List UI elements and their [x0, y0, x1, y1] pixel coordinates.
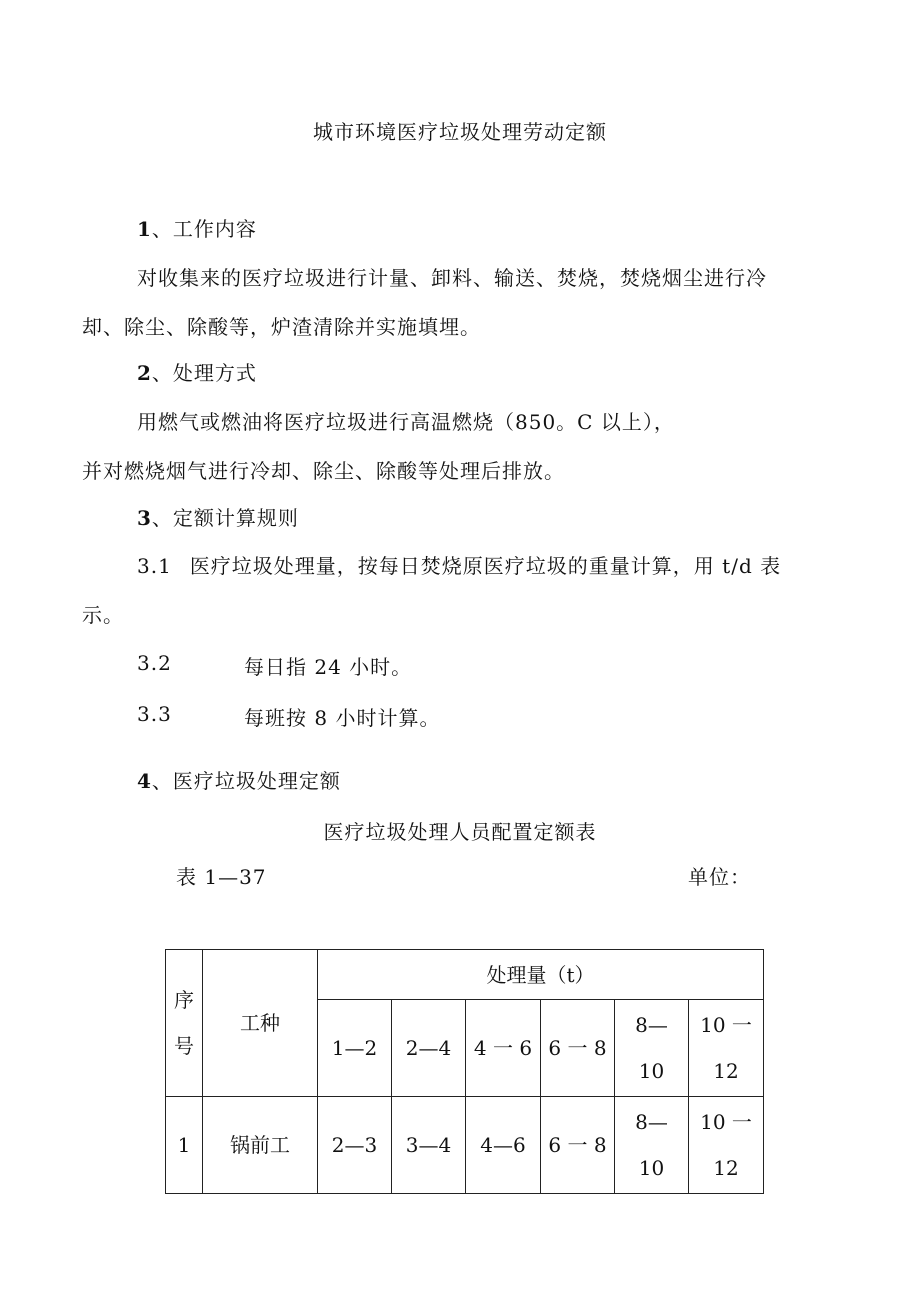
table-id: 表 1—37	[176, 865, 267, 889]
rule-3-1-number: 3.1	[137, 554, 172, 578]
rule-3-1-line-1	[137, 550, 781, 579]
section-2-number: 2	[137, 361, 152, 385]
section-3-heading	[137, 502, 299, 531]
unit-label: 单位：	[688, 865, 751, 889]
section-1-title: 、工作内容	[151, 217, 257, 241]
volume-group-header: 处理量（t）	[318, 950, 764, 1000]
section-4-heading	[137, 765, 341, 794]
section-1-text-line-2: 却、除尘、除酸等，炉渣清除并实施填埋。	[82, 315, 481, 339]
section-4-title: 、医疗垃圾处理定额	[151, 769, 341, 793]
section-3-number: 3	[137, 506, 152, 530]
section-2-text-line-2: 并对燃烧烟气进行冷却、除尘、除酸等处理后排放。	[82, 459, 565, 483]
page-title: 城市环境医疗垃圾处理劳动定额	[313, 120, 607, 144]
row-value: 6 一 8	[541, 1097, 615, 1194]
range-header: 8— 10	[615, 1000, 689, 1097]
worker-header: 工种	[203, 950, 318, 1097]
rule-3-1-text: 医疗垃圾处理量，按每日焚烧原医疗垃圾的重量计算，用 t/d 表	[189, 554, 782, 578]
row-seq: 1	[166, 1097, 203, 1194]
range-header: 4 一 6	[466, 1000, 541, 1097]
table-row	[166, 1097, 764, 1194]
seq-header-line-1: 序	[174, 988, 194, 1012]
row-worker: 锅前工	[203, 1097, 318, 1194]
table-title: 医疗垃圾处理人员配置定额表	[323, 820, 597, 844]
range-header: 10 一 12	[689, 1000, 764, 1097]
section-1-heading	[137, 213, 257, 242]
section-1-text-line-1: 对收集来的医疗垃圾进行计量、卸料、输送、焚烧，焚烧烟尘进行冷	[137, 266, 767, 290]
section-2-heading	[137, 357, 257, 386]
seq-header-line-2: 号	[174, 1034, 194, 1058]
staffing-quota-table	[165, 949, 764, 1194]
section-3-title: 、定额计算规则	[151, 506, 299, 530]
section-4-number: 4	[137, 769, 152, 793]
rule-3-2-text: 每日指 24 小时。	[244, 655, 413, 679]
section-2-text-line-1: 用燃气或燃油将医疗垃圾进行高温燃烧（850。C 以上），	[137, 410, 675, 434]
rule-3-1-line-2: 示。	[82, 603, 124, 627]
row-value: 4—6	[466, 1097, 541, 1194]
range-header: 2—4	[392, 1000, 466, 1097]
range-header: 6 一 8	[541, 1000, 615, 1097]
row-value: 8— 10	[615, 1097, 689, 1194]
rule-3-3-text: 每班按 8 小时计算。	[244, 706, 441, 730]
rule-3-2-number: 3.2	[137, 651, 172, 675]
range-header: 1—2	[318, 1000, 392, 1097]
seq-header	[166, 950, 203, 1097]
row-value: 2—3	[318, 1097, 392, 1194]
section-2-title: 、处理方式	[151, 361, 257, 385]
rule-3-3-number: 3.3	[137, 702, 172, 726]
row-value: 3—4	[392, 1097, 466, 1194]
section-1-number: 1	[137, 217, 152, 241]
row-value: 10 一 12	[689, 1097, 764, 1194]
